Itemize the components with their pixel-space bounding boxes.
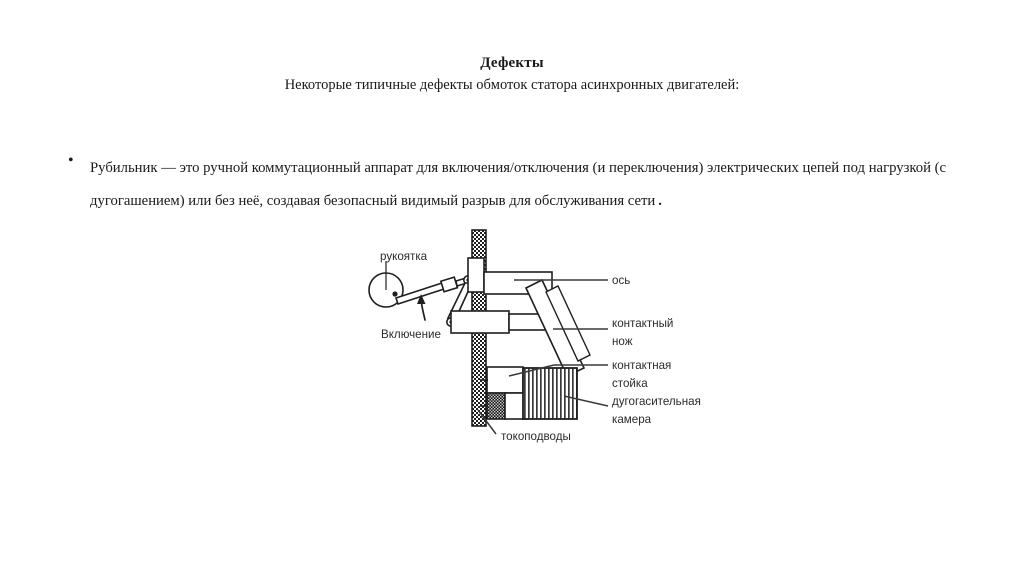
label-arc-chute-line1: дугогасительная xyxy=(612,395,701,408)
page-subtitle: Некоторые типичные дефекты обмоток статора асинхронных двигателей: xyxy=(284,77,740,93)
page-title: Дефекты xyxy=(480,55,544,71)
arc-chute-icon xyxy=(523,368,577,419)
handle-icon xyxy=(369,261,467,307)
label-arc-chute-line2: камера xyxy=(612,413,652,426)
label-handle: рукоятка xyxy=(380,250,428,263)
label-contact-post-line2: стойка xyxy=(612,377,648,390)
label-switching-on: Включение xyxy=(381,328,441,341)
label-contact-knife-line1: контактный xyxy=(612,317,674,330)
label-current-leads: токоподводы xyxy=(501,430,571,443)
label-contact-post-line1: контактная xyxy=(612,359,672,372)
bullet-paragraph-endmark: . xyxy=(658,193,662,210)
bullet-list-item xyxy=(68,152,948,218)
bullet-marker-icon: • xyxy=(68,152,74,169)
label-contact-knife-line2: нож xyxy=(612,335,633,348)
contact-post-icon xyxy=(487,367,527,419)
bullet-paragraph xyxy=(90,152,948,218)
knife-switch-figure xyxy=(368,228,716,450)
bullet-paragraph-text: Рубильник — это ручной коммутационный аппарат для включения/отключения (и переключения) электрических цепей под нагрузкой (с дугогашением) или без неё, создавая безопасный видимый разрыв для обслуживания сети xyxy=(90,160,947,210)
label-axis: ось xyxy=(612,274,631,287)
